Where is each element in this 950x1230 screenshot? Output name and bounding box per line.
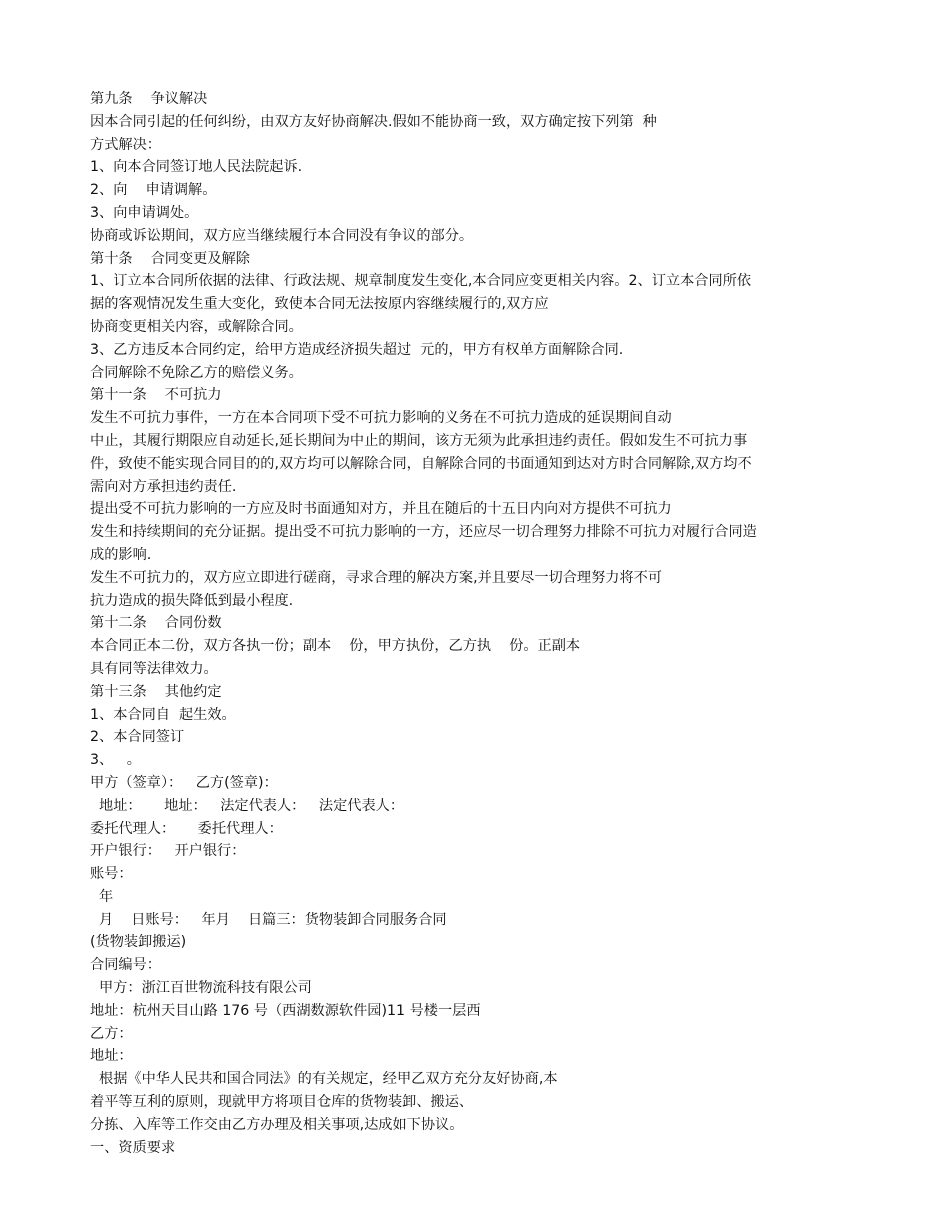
- text-line: 1、向本合同签订地人民法院起诉.: [90, 159, 303, 176]
- text-line: 协商变更相关内容，或解除合同。: [90, 318, 303, 335]
- text-line: 成的影响.: [90, 546, 152, 563]
- address-line: 地址： 地址： 法定代表人： 法定代表人：: [90, 797, 405, 814]
- contract-number-line: 合同编号：: [90, 957, 161, 974]
- party-a-line: 甲方：浙江百世物流科技有限公司: [90, 980, 312, 997]
- text-line: 合同解除不免除乙方的赔偿义务。: [90, 364, 303, 381]
- signature-line: 甲方（签章）： 乙方(签章)：: [90, 774, 278, 791]
- text-line: 因本合同引起的任何纠纷，由双方友好协商解决.假如不能协商一致，双方确定按下列第 种: [90, 113, 657, 130]
- text-line: 据的客观情况发生重大变化，致使本合同无法按原内容继续履行的,双方应: [90, 296, 549, 313]
- article-10-heading: 第十条 合同变更及解除: [90, 250, 250, 267]
- text-line: 1、本合同自 起生效。: [90, 706, 236, 723]
- address-line: 地址：杭州天目山路 176 号（西湖数源软件园)11 号楼一层西: [90, 1002, 481, 1019]
- text-line: 月 日账号： 年月 日篇三：货物装卸合同服务合同: [90, 911, 447, 928]
- text-line: 3、 。: [90, 752, 141, 769]
- text-line: 发生和持续期间的充分证据。提出受不可抗力影响的一方，还应尽一切合理努力排除不可抗力对履行合同造: [90, 524, 757, 541]
- text-line: 发生不可抗力事件，一方在本合同项下受不可抗力影响的义务在不可抗力造成的延误期间自动: [90, 410, 672, 427]
- address-line: 地址：: [90, 1048, 133, 1065]
- text-line: 年: [90, 888, 114, 905]
- article-13-heading: 第十三条 其他约定: [90, 683, 222, 700]
- text-line: (货物装卸搬运): [90, 934, 187, 951]
- text-line: 件，致使不能实现合同目的的,双方均可以解除合同，自解除合同的书面通知到达对方时合同解除,双方均不: [90, 455, 752, 472]
- text-line: 具有同等法律效力。: [90, 660, 218, 677]
- text-line: 3、向申请调处。: [90, 204, 199, 221]
- text-line: 抗力造成的损失降低到最小程度.: [90, 592, 294, 609]
- account-line: 账号：: [90, 866, 133, 883]
- bank-line: 开户银行： 开户银行：: [90, 843, 246, 860]
- article-11-heading: 第十一条 不可抗力: [90, 387, 222, 404]
- text-line: 根据《中华人民共和国合同法》的有关规定，经甲乙双方充分友好协商,本: [90, 1071, 558, 1088]
- text-line: 方式解决：: [90, 136, 161, 153]
- text-line: 1、订立本合同所依据的法律、行政法规、规章制度发生变化,本合同应变更相关内容。2、订立本合同所依: [90, 273, 752, 290]
- article-12-heading: 第十二条 合同份数: [90, 615, 222, 632]
- text-line: 着平等互利的原则，现就甲方将项目仓库的货物装卸、搬运、: [90, 1094, 474, 1111]
- text-line: 发生不可抗力的，双方应立即进行磋商，寻求合理的解决方案,并且要尽一切合理努力将不可: [90, 569, 663, 586]
- text-line: 本合同正本二份，双方各执一份；副本 份，甲方执份，乙方执 份。正副本: [90, 638, 581, 655]
- agent-line: 委托代理人： 委托代理人：: [90, 820, 283, 837]
- party-b-line: 乙方：: [90, 1025, 133, 1042]
- text-line: 分拣、入库等工作交由乙方办理及相关事项,达成如下协议。: [90, 1116, 464, 1133]
- text-line: 2、本合同签订: [90, 729, 185, 746]
- text-line: 需向对方承担违约责任.: [90, 478, 237, 495]
- document-page: [90, 88, 870, 1159]
- article-9-heading: 第九条 争议解决: [90, 91, 208, 107]
- text-line: 中止，其履行期限应自动延长,延长期间为中止的期间，该方无须为此承担违约责任。假如发生不可抗力事: [90, 432, 748, 449]
- text-line: 3、乙方违反本合同约定，给甲方造成经济损失超过 元的，甲方有权单方面解除合同.: [90, 341, 624, 358]
- text-line: 提出受不可抗力影响的一方应及时书面通知对方，并且在随后的十五日内向对方提供不可抗力: [90, 501, 672, 518]
- text-line: 协商或诉讼期间，双方应当继续履行本合同没有争议的部分。: [90, 227, 474, 244]
- section-heading: 一、资质要求: [90, 1139, 176, 1156]
- text-line: 2、向 申请调解。: [90, 182, 217, 199]
